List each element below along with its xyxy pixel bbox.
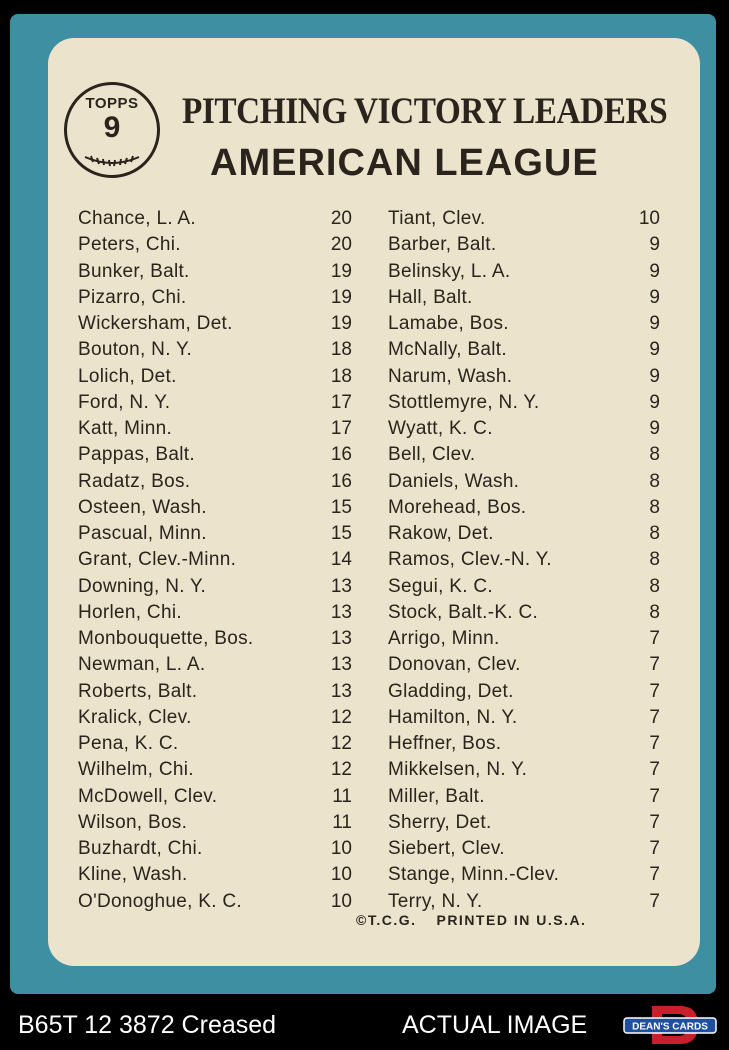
pitcher-wins: 19	[330, 260, 352, 282]
leader-row	[388, 232, 660, 258]
leader-row	[388, 652, 660, 678]
pitcher-wins: 9	[649, 339, 660, 361]
leader-row	[78, 705, 352, 731]
pitcher-wins: 13	[330, 601, 352, 623]
pitcher-name: Miller, Balt.	[388, 785, 485, 807]
pitcher-wins: 13	[330, 654, 352, 676]
pitcher-wins: 9	[649, 260, 660, 282]
pitcher-name: Daniels, Wash.	[388, 470, 520, 492]
baseball-stitch-icon	[83, 153, 141, 167]
leader-row	[388, 469, 660, 495]
pitcher-name: Wilhelm, Chi.	[78, 759, 194, 781]
leader-row	[388, 757, 660, 783]
leader-row	[388, 285, 660, 311]
actual-image-label: ACTUAL IMAGE	[402, 1011, 588, 1039]
pitcher-name: Gladding, Det.	[388, 680, 514, 702]
pitcher-wins: 12	[330, 706, 352, 728]
pitcher-name: Roberts, Balt.	[78, 680, 198, 702]
pitcher-wins: 7	[649, 838, 660, 859]
leader-row	[78, 390, 352, 416]
pitcher-name: Barber, Balt.	[388, 234, 497, 256]
pitcher-name: Osteen, Wash.	[78, 496, 207, 518]
leader-row	[78, 574, 352, 600]
pitcher-name: Rakow, Det.	[388, 523, 494, 544]
pitcher-name: Siebert, Clev.	[388, 838, 505, 859]
leader-row	[78, 731, 352, 757]
pitcher-name: Kline, Wash.	[78, 864, 188, 886]
pitcher-wins: 9	[649, 391, 660, 413]
pitcher-wins: 8	[649, 470, 660, 492]
pitcher-wins: 8	[649, 523, 660, 544]
pitcher-name: Monbouquette, Bos.	[78, 628, 254, 649]
leader-row	[78, 364, 352, 390]
pitcher-wins: 16	[330, 444, 352, 466]
pitcher-wins: 19	[330, 286, 352, 308]
pitcher-wins: 9	[649, 313, 660, 334]
leader-row	[388, 390, 660, 416]
leader-row	[388, 836, 660, 862]
pitcher-wins: 7	[649, 759, 660, 781]
listing-caption: B65T 12 3872 Creased	[18, 1011, 277, 1039]
pitcher-name: Lamabe, Bos.	[388, 313, 509, 334]
pitcher-wins: 10	[330, 838, 352, 859]
leader-row	[78, 416, 352, 442]
leader-row	[388, 364, 660, 390]
svg-text:DEAN'S CARDS: DEAN'S CARDS	[632, 1021, 708, 1033]
leader-row	[388, 311, 660, 337]
pitcher-wins: 8	[649, 549, 660, 571]
pitcher-name: Arrigo, Minn.	[388, 628, 500, 649]
leader-row	[78, 521, 352, 547]
leader-row	[388, 574, 660, 600]
pitcher-name: Mikkelsen, N. Y.	[388, 759, 528, 781]
leader-row	[388, 600, 660, 626]
pitcher-wins: 10	[638, 208, 660, 229]
leader-row	[78, 232, 352, 258]
leader-row	[388, 206, 660, 232]
pitcher-wins: 13	[330, 575, 352, 597]
pitcher-name: Heffner, Bos.	[388, 733, 502, 754]
pitcher-wins: 8	[649, 601, 660, 623]
leader-row	[78, 757, 352, 783]
leader-row	[78, 469, 352, 495]
pitcher-wins: 13	[330, 628, 352, 649]
pitcher-wins: 7	[649, 785, 660, 807]
leader-row	[78, 836, 352, 862]
leader-row	[78, 285, 352, 311]
pitcher-wins: 10	[330, 890, 352, 912]
pitcher-name: Hall, Balt.	[388, 286, 473, 308]
pitcher-wins: 20	[330, 234, 352, 256]
pitcher-wins: 14	[330, 549, 352, 571]
pitcher-name: Pappas, Balt.	[78, 444, 195, 466]
leader-row	[388, 679, 660, 705]
pitcher-name: Chance, L. A.	[78, 208, 196, 229]
pitcher-name: Wilson, Bos.	[78, 811, 188, 833]
pitcher-wins: 7	[649, 628, 660, 649]
leaders-right-column	[388, 206, 660, 915]
leader-row	[388, 626, 660, 652]
pitcher-name: Terry, N. Y.	[388, 890, 483, 912]
pitcher-wins: 12	[330, 733, 352, 754]
pitcher-wins: 12	[330, 759, 352, 781]
leader-row	[388, 810, 660, 836]
pitcher-name: Katt, Minn.	[78, 418, 173, 439]
leader-row	[78, 652, 352, 678]
leader-row	[388, 547, 660, 573]
pitcher-name: Pascual, Minn.	[78, 523, 207, 544]
pitcher-name: Hamilton, N. Y.	[388, 706, 518, 728]
pitcher-wins: 15	[330, 496, 352, 518]
pitcher-wins: 8	[649, 575, 660, 597]
pitcher-name: Radatz, Bos.	[78, 470, 191, 492]
leader-row	[388, 416, 660, 442]
pitcher-name: Pizarro, Chi.	[78, 286, 187, 308]
leader-row	[78, 889, 352, 915]
leader-row	[78, 600, 352, 626]
pitcher-name: Grant, Clev.-Minn.	[78, 549, 237, 571]
pitcher-name: Buzhardt, Chi.	[78, 838, 203, 859]
leader-row	[78, 259, 352, 285]
pitcher-wins: 20	[330, 208, 352, 229]
pitcher-name: Sherry, Det.	[388, 811, 492, 833]
pitcher-wins: 11	[332, 811, 352, 833]
leader-row	[388, 731, 660, 757]
pitcher-wins: 9	[649, 418, 660, 439]
leader-row	[78, 810, 352, 836]
card-number: 9	[103, 111, 121, 144]
pitcher-wins: 16	[330, 470, 352, 492]
leader-row	[78, 311, 352, 337]
leader-row	[78, 495, 352, 521]
pitcher-name: McNally, Balt.	[388, 339, 507, 361]
pitcher-name: Tiant, Clev.	[388, 208, 486, 229]
pitcher-wins: 7	[649, 654, 660, 676]
pitcher-name: McDowell, Clev.	[78, 785, 218, 807]
pitcher-name: Lolich, Det.	[78, 365, 177, 387]
pitcher-wins: 10	[330, 864, 352, 886]
leader-row	[388, 705, 660, 731]
leader-row	[388, 442, 660, 468]
leader-row	[78, 784, 352, 810]
pitcher-wins: 8	[649, 496, 660, 518]
pitcher-name: Ford, N. Y.	[78, 391, 171, 413]
pitcher-wins: 8	[649, 444, 660, 466]
leader-row	[388, 495, 660, 521]
pitcher-name: Bouton, N. Y.	[78, 339, 193, 361]
leader-row	[388, 337, 660, 363]
pitcher-wins: 7	[649, 864, 660, 886]
leader-row	[78, 206, 352, 232]
copyright-text: ©T.C.G.	[356, 912, 417, 928]
leader-row	[388, 521, 660, 547]
leaders-left-column	[78, 206, 352, 915]
pitcher-wins: 9	[649, 234, 660, 256]
pitcher-name: Pena, K. C.	[78, 733, 179, 754]
pitcher-wins: 15	[330, 523, 352, 544]
printed-in-usa-text: PRINTED IN U.S.A.	[436, 912, 587, 928]
pitcher-wins: 11	[332, 785, 352, 807]
leader-row	[388, 784, 660, 810]
pitcher-name: Horlen, Chi.	[78, 601, 182, 623]
pitcher-name: Wyatt, K. C.	[388, 418, 493, 439]
pitcher-name: Bunker, Balt.	[78, 260, 190, 282]
leader-row	[78, 626, 352, 652]
baseball-card	[10, 14, 716, 994]
pitcher-name: Stange, Minn.-Clev.	[388, 864, 560, 886]
card-back-panel	[48, 38, 700, 966]
pitcher-name: Newman, L. A.	[78, 654, 206, 676]
card-footer	[356, 912, 586, 928]
card-title: PITCHING VICTORY LEADERS	[182, 91, 668, 132]
pitcher-name: Stock, Balt.-K. C.	[388, 601, 539, 623]
pitcher-wins: 17	[330, 391, 352, 413]
pitcher-wins: 7	[649, 890, 660, 912]
topps-card-number-badge	[64, 82, 160, 178]
pitcher-wins: 18	[330, 365, 352, 387]
leader-row	[78, 547, 352, 573]
pitcher-name: Ramos, Clev.-N. Y.	[388, 549, 552, 571]
pitcher-wins: 17	[330, 418, 352, 439]
pitcher-name: Donovan, Clev.	[388, 654, 521, 676]
pitcher-name: Peters, Chi.	[78, 234, 181, 256]
leader-row	[388, 889, 660, 915]
pitcher-name: Kralick, Clev.	[78, 706, 192, 728]
pitcher-name: Narum, Wash.	[388, 365, 513, 387]
pitcher-wins: 7	[649, 733, 660, 754]
pitcher-name: O'Donoghue, K. C.	[78, 890, 242, 912]
topps-brand-label: TOPPS	[85, 95, 139, 112]
pitcher-wins: 18	[330, 339, 352, 361]
pitcher-name: Segui, K. C.	[388, 575, 493, 597]
leader-row	[78, 337, 352, 363]
pitcher-name: Belinsky, L. A.	[388, 260, 511, 282]
leader-row	[78, 442, 352, 468]
pitcher-wins: 7	[649, 811, 660, 833]
pitcher-name: Stottlemyre, N. Y.	[388, 391, 540, 413]
pitcher-name: Downing, N. Y.	[78, 575, 207, 597]
pitcher-wins: 7	[649, 680, 660, 702]
pitcher-wins: 7	[649, 706, 660, 728]
pitcher-wins: 19	[330, 313, 352, 334]
deans-cards-logo	[622, 1004, 718, 1046]
pitcher-name: Morehead, Bos.	[388, 496, 527, 518]
card-subtitle: AMERICAN LEAGUE	[210, 142, 599, 184]
pitcher-name: Bell, Clev.	[388, 444, 476, 466]
leader-row	[78, 862, 352, 888]
pitcher-wins: 9	[649, 365, 660, 387]
pitcher-wins: 13	[330, 680, 352, 702]
leader-row	[388, 259, 660, 285]
leader-row	[388, 862, 660, 888]
pitcher-name: Wickersham, Det.	[78, 313, 233, 334]
leader-row	[78, 679, 352, 705]
pitcher-wins: 9	[649, 286, 660, 308]
